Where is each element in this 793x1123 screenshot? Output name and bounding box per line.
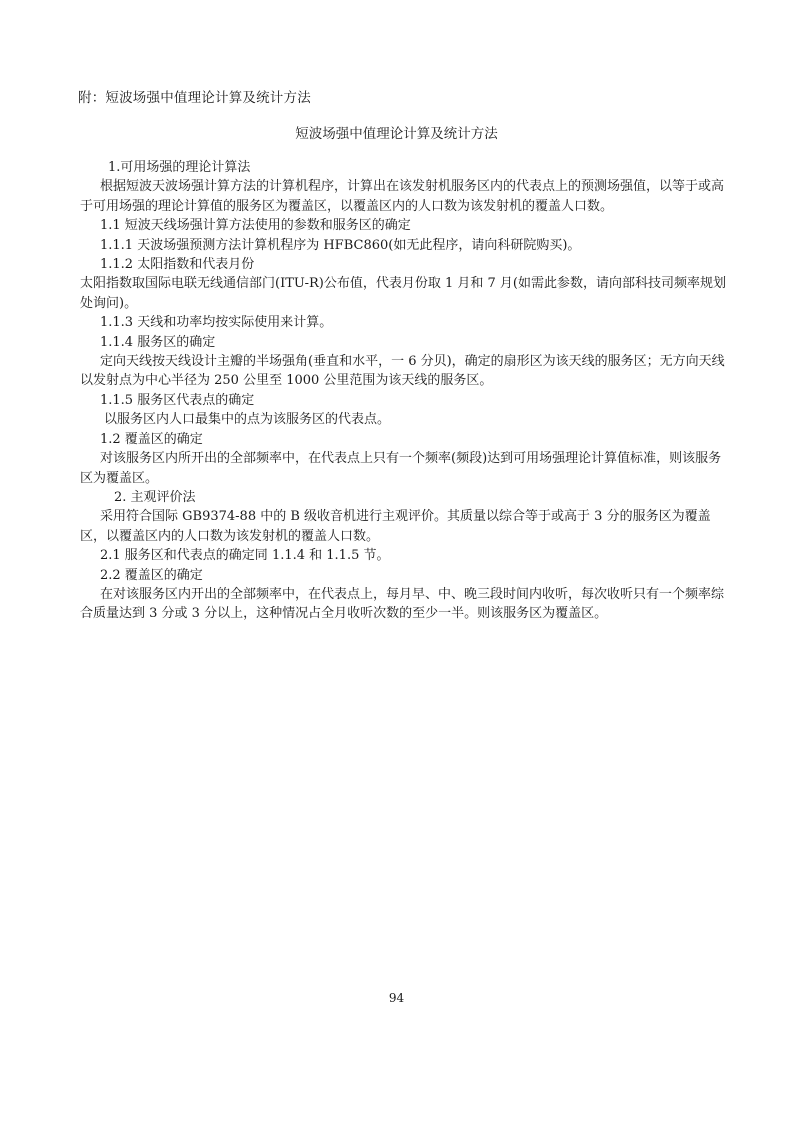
- paragraph: 以服务区内人口最集中的点为该服务区的代表点。: [104, 412, 391, 428]
- paragraph: 2.1 服务区和代表点的确定同 1.1.4 和 1.1.5 节。: [100, 548, 390, 564]
- document-title: 短波场强中值理论计算及统计方法: [295, 126, 498, 142]
- section-heading: 2.2 覆盖区的确定: [100, 567, 203, 583]
- section-heading: 1.2 覆盖区的确定: [100, 431, 203, 447]
- appendix-heading: 附：短波场强中值理论计算及统计方法: [78, 90, 311, 106]
- paragraph: 定向天线按天线设计主瓣的半场强角(垂直和水平，一 6 分贝)，确定的扇形区为该天线的服务区；无方向天线以发射点为中心半径为 250 公里至 1000 公里范围为该天线的服务区。: [80, 354, 725, 389]
- page-number: 94: [388, 991, 405, 1005]
- paragraph: 1.1.3 天线和功率均按实际使用来计算。: [100, 315, 333, 331]
- paragraph: 太阳指数取国际电联无线通信部门(ITU-R)公布值，代表月份取 1 月和 7 月(如需此参数，请向部科技司频率规划处询问)。: [80, 276, 727, 311]
- paragraph: 在对该服务区内开出的全部频率中，在代表点上，每月早、中、晚三段时间内收听，每次收听只有一个频率综合质量达到 3 分或 3 分以上，这种情况占全月收听次数的至少一半。则该服务区为覆盖区。: [80, 586, 725, 622]
- section-heading: 1.1.5 服务区代表点的确定: [100, 392, 255, 408]
- paragraph: 对该服务区内所开出的全部频率中，在代表点上只有一个频率(频段)达到可用场强理论计算值标准，则该服务区为覆盖区。: [80, 451, 722, 486]
- paragraph: 1.1.1 天波场强预测方法计算机程序为 HFBC860(如无此程序，请向科研院购买)。: [100, 237, 581, 253]
- paragraph: 根据短波天波场强计算方法的计算机程序，计算出在该发射机服务区内的代表点上的预测场强值，以等于或高于可用场强的理论计算值的服务区为覆盖区，以覆盖区内的人口数为该发射机的覆盖人口数。: [80, 179, 725, 214]
- section-heading: 1.1 短波天线场强计算方法使用的参数和服务区的确定: [100, 218, 411, 234]
- section-heading: 1.1.4 服务区的确定: [100, 334, 216, 350]
- section-heading: 1.可用场强的理论计算法: [108, 160, 251, 175]
- paragraph: 采用符合国际 GB9374-88 中的 B 级收音机进行主观评价。其质量以综合等于或高于 3 分的服务区为覆盖区，以覆盖区内的人口数为该发射机的覆盖人口数。: [80, 509, 711, 544]
- section-heading: 2. 主观评价法: [114, 489, 196, 505]
- section-heading: 1.1.2 太阳指数和代表月份: [100, 257, 255, 273]
- document-body: [80, 158, 730, 624]
